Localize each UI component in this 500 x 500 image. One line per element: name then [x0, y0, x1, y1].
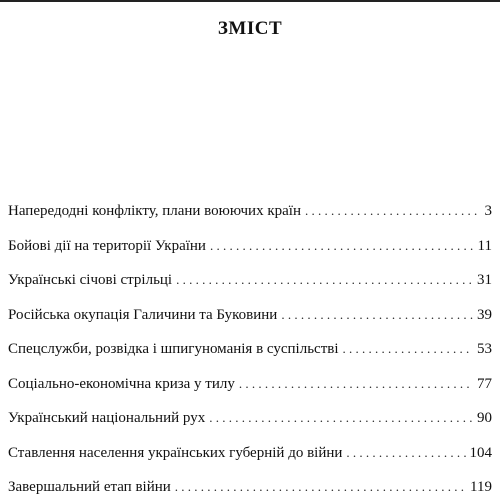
toc-entry: [8, 445, 492, 480]
toc-entry-label: Українські січові стрільці: [8, 272, 173, 288]
toc-leader-dots: [175, 479, 466, 495]
toc-entry-page: 119: [470, 479, 492, 495]
toc-entry-page: 104: [469, 444, 492, 461]
toc-leader-dots: [305, 203, 481, 219]
toc-entry: [8, 341, 492, 376]
toc-entry: [8, 410, 492, 445]
page-title: ЗМІСТ: [217, 18, 283, 39]
toc-entry: [8, 203, 492, 238]
top-rule: [0, 0, 500, 2]
toc-entry: [8, 479, 492, 500]
toc-entry: [8, 376, 492, 411]
toc-entry-page: 77: [477, 375, 492, 392]
toc-entry-label: Спецслужби, розвідка і шпигуноманія в суспільстві: [8, 341, 339, 357]
toc-entry-page: 31: [477, 272, 492, 288]
toc-leader-dots: [346, 445, 465, 461]
toc-entry-label: Російська окупація Галичини та Буковини: [8, 306, 278, 323]
toc-leader-dots: [176, 272, 473, 288]
toc-entry: [8, 272, 492, 307]
toc-leader-dots: [209, 410, 473, 426]
toc-leader-dots: [281, 307, 473, 323]
toc-entry-page: 3: [484, 203, 492, 219]
toc-entry-page: 90: [477, 410, 492, 426]
toc-entry-label: Соціально-економічна криза у тилу: [8, 375, 235, 392]
toc-entry: [8, 238, 492, 273]
toc-leader-dots: [239, 376, 473, 392]
toc-entry: [8, 307, 492, 342]
toc-leader-dots: [343, 341, 473, 357]
toc-list: [8, 203, 492, 500]
toc-entry-page: 11: [477, 237, 492, 254]
toc-entry-label: Ставлення населення українських губерній до війни: [8, 444, 343, 461]
toc-entry-label: Завершальний етап війни: [8, 479, 171, 495]
toc-entry-label: Напередодні конфлікту, плани воюючих країн: [8, 203, 301, 219]
toc-entry-label: Бойові дії на території України: [8, 237, 206, 254]
toc-entry-page: 53: [477, 341, 492, 357]
toc-entry-label: Український національний рух: [8, 410, 206, 426]
toc-leader-dots: [210, 238, 474, 254]
toc-entry-page: 39: [477, 306, 492, 323]
